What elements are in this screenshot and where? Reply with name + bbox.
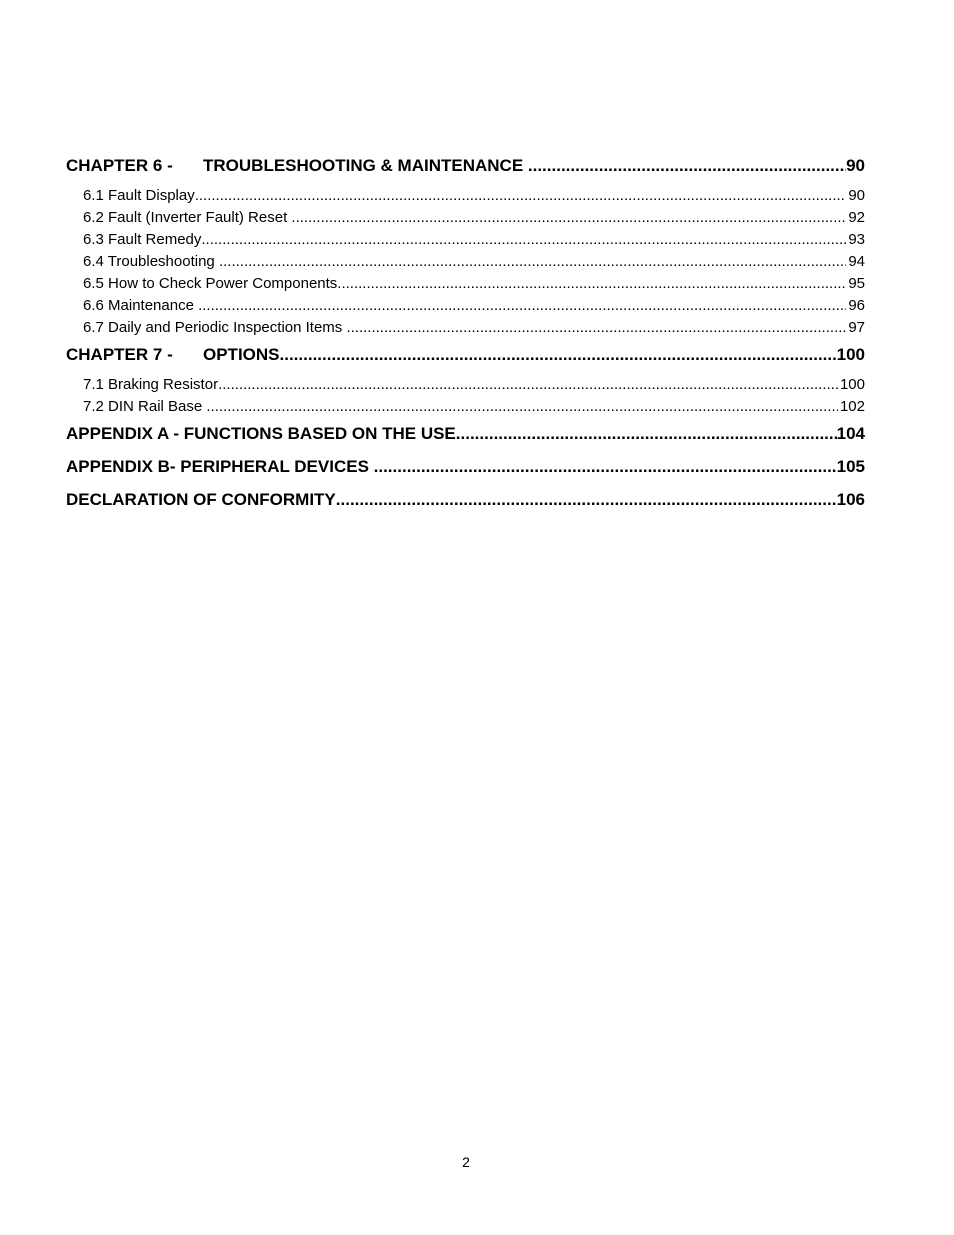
- appendix-a-page: 104: [836, 424, 865, 443]
- page-number: 2: [462, 1154, 470, 1170]
- toc-entry-appendix-a[interactable]: [66, 421, 865, 446]
- toc-entry-declaration[interactable]: [66, 487, 865, 512]
- chapter-7-page: 100: [836, 345, 865, 364]
- dot-leader: [374, 454, 837, 479]
- dot-leader: [206, 396, 838, 418]
- section-page: 95: [848, 275, 865, 292]
- dot-leader: [195, 185, 847, 207]
- section-page: 94: [848, 253, 865, 270]
- appendix-b-title: APPENDIX B- PERIPHERAL DEVICES: [66, 457, 374, 476]
- section-page: 90: [848, 187, 865, 204]
- chapter-7-title: OPTIONS: [203, 345, 280, 364]
- dot-leader: [336, 487, 837, 512]
- toc-entry-6-7[interactable]: [66, 317, 865, 339]
- section-page: 97: [848, 319, 865, 336]
- section-title: 7.2 DIN Rail Base: [83, 398, 207, 415]
- dot-leader: [456, 421, 837, 446]
- dot-leader: [337, 273, 846, 295]
- toc-entry-chapter-6[interactable]: [66, 153, 865, 178]
- section-page: 100: [839, 376, 865, 393]
- dot-leader: [218, 374, 838, 396]
- toc-entry-6-4[interactable]: [66, 251, 865, 273]
- dot-leader: [198, 295, 846, 317]
- section-title: 6.5 How to Check Power Components: [83, 275, 338, 292]
- appendix-a-title: APPENDIX A - FUNCTIONS BASED ON THE USE: [66, 424, 456, 443]
- section-title: 6.7 Daily and Periodic Inspection Items: [83, 319, 347, 336]
- section-page: 92: [848, 209, 865, 226]
- toc-entry-7-2[interactable]: [66, 396, 865, 418]
- table-of-contents: [66, 153, 865, 519]
- toc-entry-chapter-7[interactable]: [66, 342, 865, 367]
- chapter-6-title: TROUBLESHOOTING & MAINTENANCE: [203, 156, 528, 175]
- toc-entry-6-1[interactable]: [66, 185, 865, 207]
- toc-entry-appendix-b[interactable]: [66, 454, 865, 479]
- dot-leader: [219, 251, 846, 273]
- dot-leader: [346, 317, 846, 339]
- section-page: 93: [848, 231, 865, 248]
- toc-entry-6-6[interactable]: [66, 295, 865, 317]
- section-title: 7.1 Braking Resistor: [83, 376, 219, 393]
- section-title: 6.6 Maintenance: [83, 297, 199, 314]
- appendix-b-page: 105: [836, 457, 865, 476]
- declaration-title: DECLARATION OF CONFORMITY: [66, 490, 336, 509]
- dot-leader: [528, 153, 846, 178]
- declaration-page: 106: [836, 490, 865, 509]
- section-title: 6.1 Fault Display: [83, 187, 195, 204]
- chapter-6-page: 90: [846, 156, 865, 175]
- dot-leader: [201, 229, 846, 251]
- section-title: 6.4 Troubleshooting: [83, 253, 219, 270]
- toc-entry-6-2[interactable]: [66, 207, 865, 229]
- chapter-7-label: CHAPTER 7 -: [66, 345, 173, 364]
- section-title: 6.3 Fault Remedy: [83, 231, 202, 248]
- section-page: 96: [848, 297, 865, 314]
- toc-entry-6-3[interactable]: [66, 229, 865, 251]
- chapter-6-label: CHAPTER 6 -: [66, 156, 173, 175]
- section-page: 102: [839, 398, 865, 415]
- section-title: 6.2 Fault (Inverter Fault) Reset: [83, 209, 292, 226]
- dot-leader: [291, 207, 846, 229]
- toc-entry-7-1[interactable]: [66, 374, 865, 396]
- dot-leader: [280, 342, 837, 367]
- toc-entry-6-5[interactable]: [66, 273, 865, 295]
